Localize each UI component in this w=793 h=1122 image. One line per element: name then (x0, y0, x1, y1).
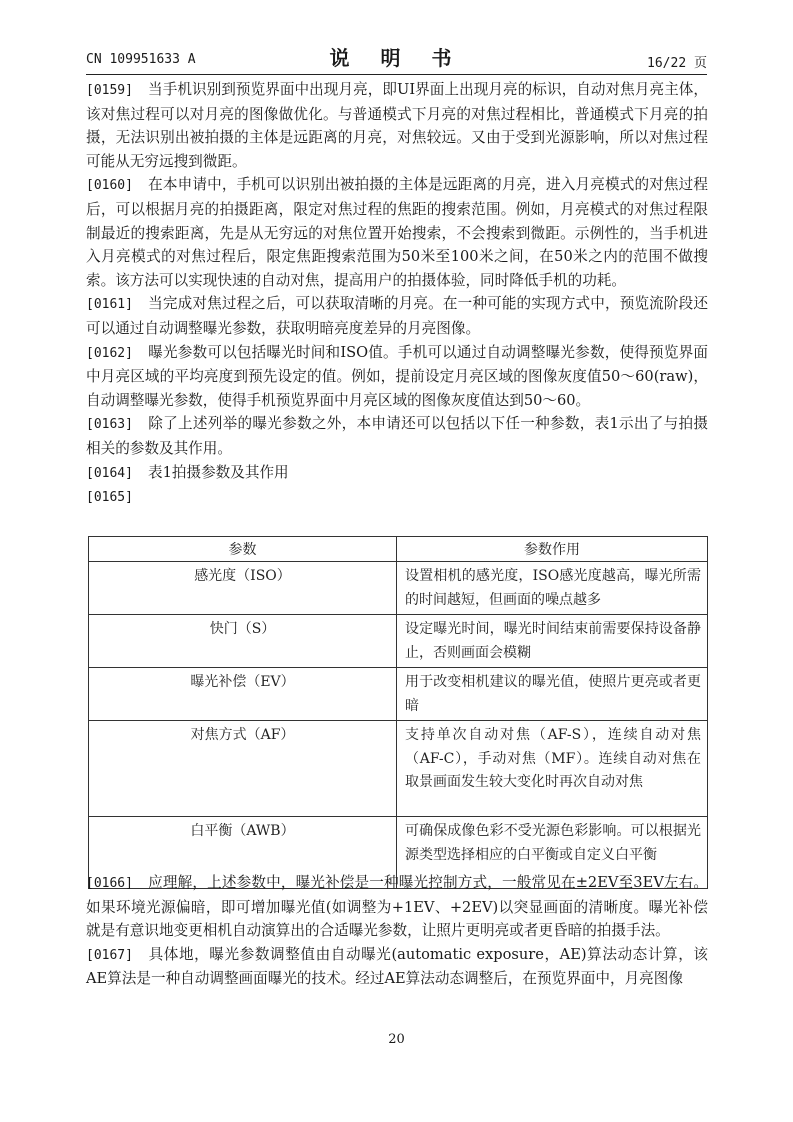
param-effect: 设置相机的感光度，ISO感光度越高，曝光所需的时间越短，但画面的噪点越多 (397, 562, 708, 615)
table-row (89, 615, 708, 668)
param-effect: 设定曝光时间，曝光时间结束前需要保持设备静止，否则画面会模糊 (397, 615, 708, 668)
parameters-table (88, 536, 708, 889)
paragraph-number: [0163] (86, 417, 133, 433)
table-row (89, 721, 708, 817)
page-number: 20 (388, 1032, 405, 1047)
paragraph-0162 (86, 341, 708, 413)
header-param: 参数 (89, 537, 397, 562)
table-row (89, 562, 708, 615)
paragraph-text: 曝光参数可以包括曝光时间和ISO值。手机可以通过自动调整曝光参数，使得预览界面中月亮区域的平均亮度到预先设定的值。例如，提前设定月亮区域的图像灰度值50～60(raw)，自动调整曝光参数，使得手机预览界面中月亮区域的图像灰度值达到50～60。 (86, 343, 708, 409)
table-row (89, 668, 708, 721)
paragraph-0166 (86, 871, 708, 943)
paragraph-text: 在本申请中，手机可以识别出被拍摄的主体是远距离的月亮，进入月亮模式的对焦过程后，可以根据月亮的拍摄距离，限定对焦过程的焦距的搜索范围。例如，月亮模式的对焦过程限制最近的搜索距离，先是从无穷远的对焦位置开始搜索，不会搜索到微距。示例性的，当手机进入月亮模式的对焦过程后，限定焦距搜索范围为50米至100米之间，在50米之内的范围不做搜索。该方法可以实现快速的自动对焦，提高用户的拍摄体验，同时降低手机的功耗。 (86, 176, 708, 289)
paragraph-text: 当完成对焦过程之后，可以获取清晰的月亮。在一种可能的实现方式中，预览流阶段还可以通过自动调整曝光参数，获取明暗亮度差异的月亮图像。 (86, 295, 708, 337)
document-title: 说 明 书 (329, 46, 464, 70)
paragraph-number: [0160] (86, 178, 133, 194)
paragraph-number: [0162] (86, 345, 133, 361)
param-name: 曝光补偿（EV） (89, 668, 397, 721)
paragraph-number: [0161] (86, 297, 133, 313)
param-name: 白平衡（AWB） (89, 817, 397, 889)
page-header (86, 40, 707, 74)
table-header-row (89, 537, 708, 562)
param-effect: 可确保成像色彩不受光源色彩影响。可以根据光源类型选择相应的白平衡或自定义白平衡 (397, 817, 708, 889)
paragraph-text: 除了上述列举的曝光参数之外，本申请还可以包括以下任一种参数，表1示出了与拍摄相关的参数及其作用。 (86, 415, 708, 457)
paragraph-number: [0165] (86, 490, 133, 506)
paragraph-text: 应理解，上述参数中，曝光补偿是一种曝光控制方式，一般常见在±2EV至3EV左右。如果环境光源偏暗，即可增加曝光值(如调整为+1EV、+2EV)以突显画面的清晰度。曝光补偿就是有意识地变更相机自动演算出的合适曝光参数，让照片更明亮或者更昏暗的拍摄手法。 (86, 874, 708, 940)
paragraph-0164 (86, 461, 708, 486)
paragraph-0165 (86, 485, 708, 510)
patent-number: CN 109951633 A (86, 52, 196, 67)
param-name: 对焦方式（AF） (89, 721, 397, 817)
param-name: 快门（S） (89, 615, 397, 668)
body-after-table (86, 871, 708, 991)
param-effect: 用于改变相机建议的曝光值，使照片更亮或者更暗 (397, 668, 708, 721)
param-effect: 支持单次自动对焦（AF-S），连续自动对焦（AF-C），手动对焦（MF）。连续自动对焦在取景画面发生较大变化时再次自动对焦 (397, 721, 708, 817)
paragraph-0161 (86, 292, 708, 340)
page-info: 16/22 页 (647, 56, 707, 71)
paragraph-0163 (86, 412, 708, 460)
table-caption: 表1拍摄参数及其作用 (148, 463, 289, 481)
paragraph-number: [0159] (86, 83, 133, 98)
paragraph-number: [0164] (86, 465, 133, 481)
paragraph-number: [0167] (86, 947, 133, 963)
paragraph-text: 具体地，曝光参数调整值由自动曝光(automatic exposure，AE)算法动态计算，该AE算法是一种自动调整画面曝光的技术。经过AE算法动态调整后，在预览界面中，月亮图像 (86, 945, 708, 988)
header-rule (86, 74, 707, 75)
paragraph-0167 (86, 943, 708, 991)
paragraph-number: [0166] (86, 876, 133, 891)
param-name: 感光度（ISO） (89, 562, 397, 615)
body-before-table (86, 78, 708, 510)
paragraph-0160 (86, 173, 708, 292)
paragraph-text: 当手机识别到预览界面中出现月亮，即UI界面上出现月亮的标识，自动对焦月亮主体，该对焦过程可以对月亮的图像做优化。与普通模式下月亮的对焦过程相比，普通模式下月亮的拍摄，无法识别出被拍摄的主体是远距离的月亮，对焦较远。又由于受到光源影响，所以对焦过程可能从无穷远搜到微距。 (86, 81, 708, 170)
paragraph-0159 (86, 78, 708, 173)
header-effect: 参数作用 (397, 537, 708, 562)
